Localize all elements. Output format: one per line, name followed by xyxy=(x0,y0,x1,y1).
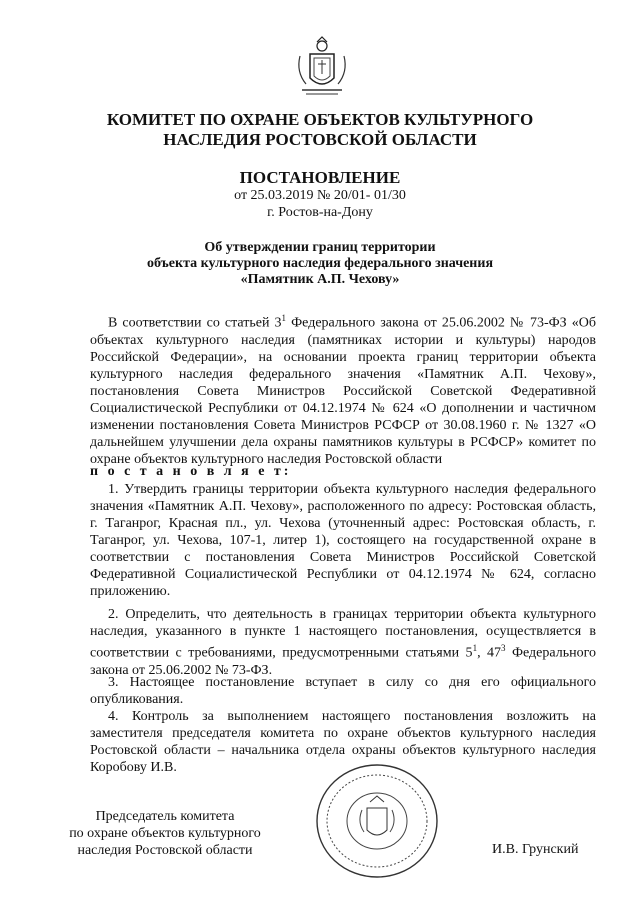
subject-line3: «Памятник А.П. Чехову» xyxy=(240,272,400,287)
preamble-text-a: В соответствии со статьей 3 xyxy=(108,315,282,331)
item-2-text-b: , 47 xyxy=(477,645,502,661)
signatory-title-line2: по охране объектов культурного xyxy=(69,826,261,841)
org-name-line1: КОМИТЕТ ПО ОХРАНЕ ОБЪЕКТОВ КУЛЬТУРНОГО xyxy=(106,110,534,129)
preamble-text-b: Федерального закона от 25.06.2002 № 73-ФЗ «Об объектах культурного наследия (памятниках истории и культуры) народов Российской Федерации», на основании проекта границ территории объекта культурного наследия федерального значения «Памятник А.П. Чехову», постановления Совета Министров Российской Советской Федеративной Социалистической Республики от 04.12.1974 № 624 «О дополнении и частичном изменении постановления Совета Министров РСФСР от 30.08.1960 г. № 1327 «О дальнейшем улучшении дела охраны памятников культуры в РСФСР» комитет по охране объектов культурного наследия Ростовской области xyxy=(90,315,596,467)
signatory-title-line3: наследия Ростовской области xyxy=(77,843,253,858)
subject-line1: Об утверждении границ территории xyxy=(204,240,436,255)
preamble-superscript: 1 xyxy=(281,313,287,323)
preamble-paragraph xyxy=(90,310,596,468)
signatory-title xyxy=(60,808,270,859)
coat-of-arms-icon xyxy=(294,34,350,98)
signatory-title-line1: Председатель комитета xyxy=(95,809,235,824)
signatory-name: И.В. Грунский xyxy=(492,842,579,857)
document-city: г. Ростов-на-Дону xyxy=(267,205,373,220)
item-1: 1. Утвердить границы территории объекта культурного наследия федерального значения «Памятник А.П. Чехову», расположенного по адресу: Ростовская область, г. Таганрог, Красная пл., ул. Чехова (уточненный адрес: Ростовская область, г. Таганрог, ул. Чехова, 107-1, литер 1), состоящего на государственной охране в соответствии с постановления Совета Министров Российской Советской Федеративной Социалистической Республики от 04.12.1974 № 624, согласно приложению. xyxy=(90,482,596,599)
item-2 xyxy=(90,606,596,679)
item-2-text-a: 2. Определить, что деятельность в границах территории объекта культурного наследия, указанного в пункте 1 настоящего постановления, осуществляется в соответствии с требованиями, предусмотренными статьями 5 xyxy=(90,607,596,661)
item-4: 4. Контроль за выполнением настоящего постановления возложить на заместителя председателя комитета по охране объектов культурного наследия Ростовской области – начальника отдела охраны объектов культурного наследия Коробову И.В. xyxy=(90,709,596,775)
document-type: ПОСТАНОВЛЕНИЕ xyxy=(239,168,401,187)
official-seal-icon xyxy=(312,760,442,882)
item-2-sup-1: 1 xyxy=(472,643,478,653)
item-2-text-c: Федерального закона от 25.06.2002 № 73-ФЗ. xyxy=(90,645,596,678)
org-name-line2: НАСЛЕДИЯ РОСТОВСКОЙ ОБЛАСТИ xyxy=(163,130,477,149)
resolves-heading: п о с т а н о в л я е т: xyxy=(90,464,292,479)
item-3: 3. Настоящее постановление вступает в силу со дня его официального опубликования. xyxy=(90,675,596,707)
item-2-sup-2: 3 xyxy=(501,643,506,653)
document-date-number: от 25.03.2019 № 20/01- 01/30 xyxy=(234,188,406,203)
subject-line2: объекта культурного наследия федерального значения xyxy=(146,256,494,271)
